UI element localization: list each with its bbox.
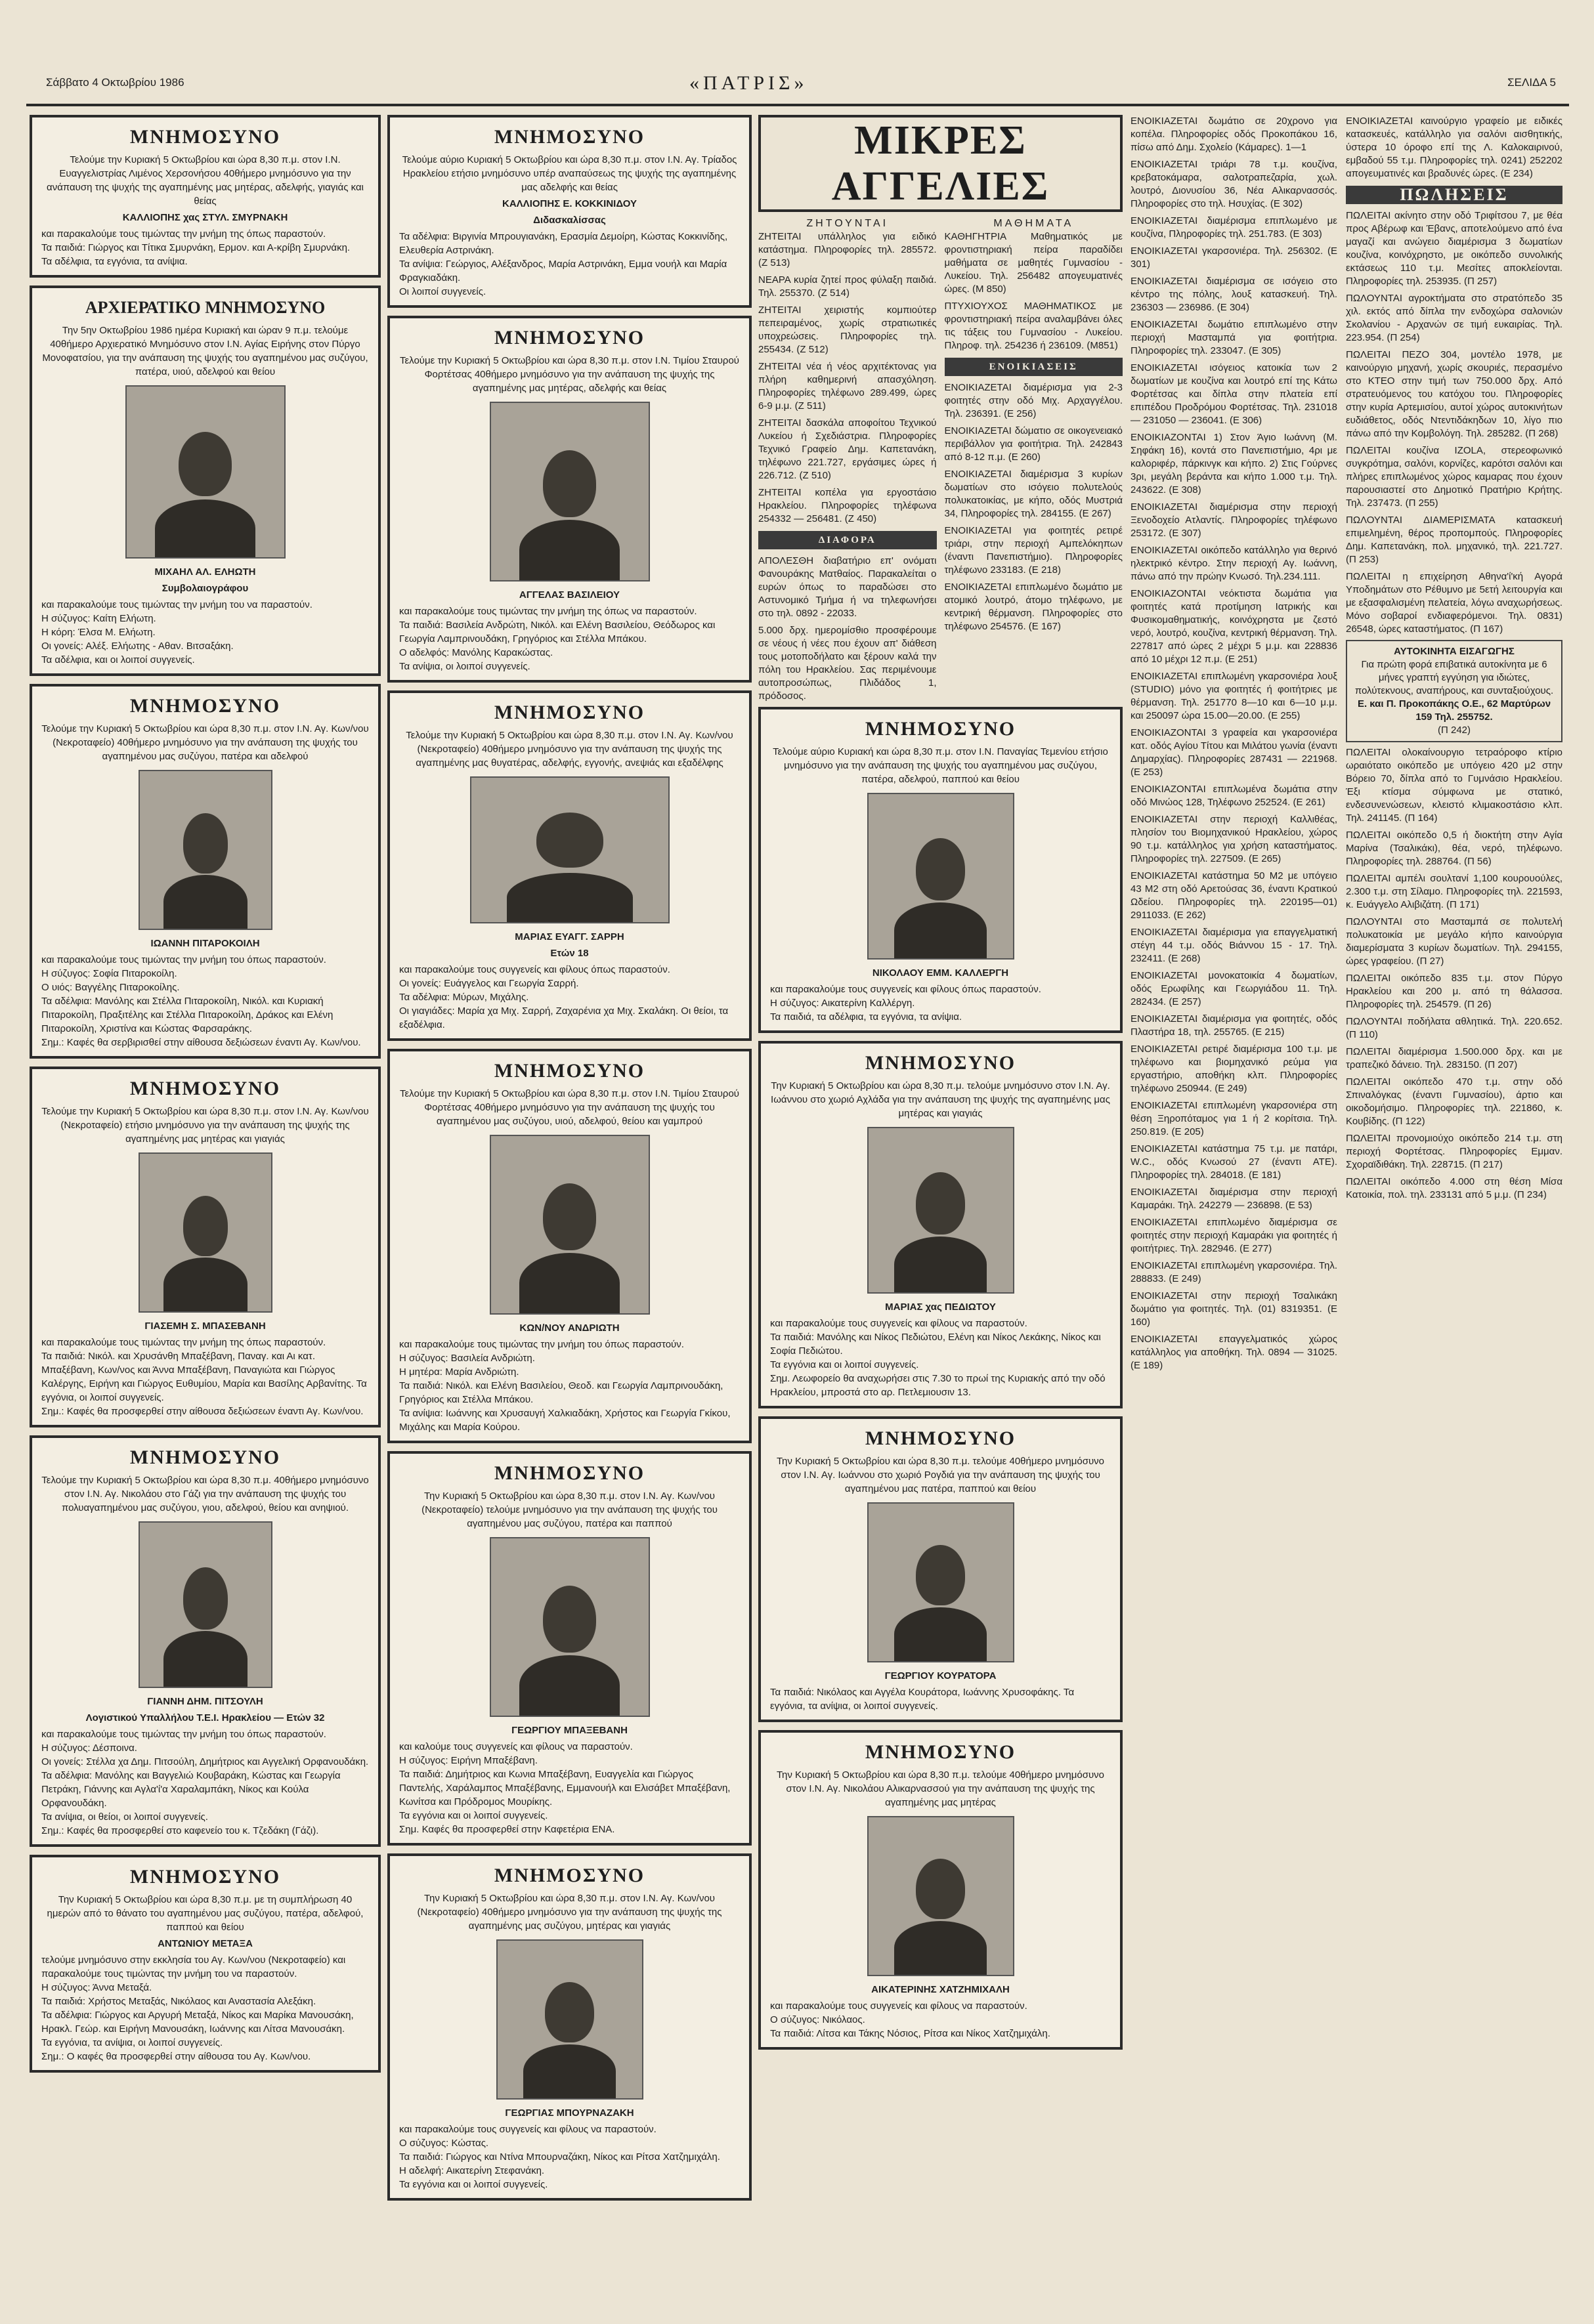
deceased-name: ΚΑΛΛΙΟΠΗΣ Ε. ΚΟΚΚΙΝΙΔΟΥ xyxy=(502,198,637,209)
portrait-photo xyxy=(139,1152,272,1313)
deceased-name: ΓΙΑΝΝΗ ΔΗΜ. ΠΙΤΣΟΥΛΗ xyxy=(147,1696,263,1707)
memorial-intro: Τελούμε την Κυριακή 5 Οκτωβρίου και ώρα 8,30 π.μ. στον Ι.Ν. Αγ. Κων/νου (Νεκροταφείο) ετήσιο μνημόσυνο για την ανάπαυση της ψυχής της αγαπημένης μας μητέρας και γιαγιάς xyxy=(41,1106,369,1145)
deceased-name: ΜΑΡΙΑΣ ΕΥΑΓΓ. ΣΑΡΡΗ xyxy=(515,931,624,942)
rental-ad: ΕΝΟΙΚΙΑΖΕΤΑΙ επιπλωμένη γκαρσονιέρα λουξ (STUDIO) μόνο για φοιτητές ή φοιτήτριες με θέρμανση. Τηλ. 251770 8—10 και 6—10 μ.μ. και 250097 ώρα 15.00—20.00. (Ε 255) xyxy=(1131,671,1337,721)
memorial-intro: Τελούμε αύριο Κυριακή και ώρα 8,30 π.μ. στον Ι.Ν. Παναγίας Τεμενίου ετήσιο μνημόσυνο για την ανάπαυση της ψυχής του αγαπημένου μας συζύγου, πατέρα, αδελφού, παππού και θείου xyxy=(773,746,1108,785)
memorial-line: Η σύζυγος: Βασιλεία Ανδριώτη. xyxy=(399,1353,535,1364)
rental-ad: ΕΝΟΙΚΙΑΖΕΤΑΙ διαμέρισμα επιπλωμένο με κουζίνα, Πληροφορίες τηλ. 251.783. (Ε 303) xyxy=(1131,215,1337,240)
sale-ad: ΠΩΛΕΙΤΑΙ οικόπεδο 4.000 στη θέση Μίσα Κατοικία, πολ. τηλ. 233131 από 5 μ.μ. (Π 234) xyxy=(1346,1176,1562,1200)
column-4-rentals xyxy=(1131,115,1337,2300)
portrait-head xyxy=(916,838,965,900)
deceased-name: ΓΕΩΡΓΙΑΣ ΜΠΟΥΡΝΑΖΑΚΗ xyxy=(505,2107,634,2119)
portrait-shoulders xyxy=(519,1655,620,1716)
deceased-title: Λογιστικού Υπαλλήλου Τ.Ε.Ι. Ηρακλείου — Ετών 32 xyxy=(85,1712,325,1723)
memorial-title: ΜΝΗΜΟΣΥΝΟ xyxy=(494,327,645,349)
memorial-title: ΜΝΗΜΟΣΥΝΟ xyxy=(865,718,1016,740)
column-5-top xyxy=(1346,115,1562,180)
deceased-name: ΓΙΑΣΕΜΗ Σ. ΜΠΑΣΕΒΑΝΗ xyxy=(144,1320,266,1332)
memorial-line: και παρακαλούμε τους τιμώντας την μνήμη του όπως παραστούν. xyxy=(399,1339,684,1350)
lesson-ad: ΠΤΥΧΙΟΥΧΟΣ ΜΑΘΗΜΑΤΙΚΟΣ με φροντιστηριακή πείρα αναλαμβάνει όλες τις τάξεις του Γυμνασίου - Λυκείου. Πληροφ. τηλ. 254236 ή 236109. (Μ851) xyxy=(944,301,1123,351)
rental-ad: ΕΝΟΙΚΙΑΖΕΤΑΙ διαμέρισμα 3 κυρίων δωματίων στο ισόγειο πολυτελούς πολυκατοικίας, με κήπο, οδός Μυστριά 34, Πληροφορίες τηλ. 284155. (Ε 267) xyxy=(944,469,1123,519)
portrait-photo xyxy=(125,385,286,559)
imported-cars-box xyxy=(1346,640,1562,742)
memorial-title: ΜΝΗΜΟΣΥΝΟ xyxy=(494,1865,645,1886)
rental-ad: ΕΝΟΙΚΙΑΖΕΤΑΙ διαμέρισμα για φοιτητές, οδός Πλαστήρα 18, τηλ. 255765. (Ε 215) xyxy=(1131,1013,1337,1038)
portrait-shoulders xyxy=(894,902,987,958)
memorial-line: Η μητέρα: Μαρία Ανδριώτη. xyxy=(399,1366,519,1378)
rentals-banner: ΕΝΟΙΚΙΑΣΕΙΣ xyxy=(945,358,1123,376)
memorial-notice xyxy=(758,1041,1123,1408)
memorial-line: Η σύζυγος: Ειρήνη Μπαξέβανη. xyxy=(399,1755,538,1766)
rental-ad: ΕΝΟΙΚΙΑΖΟΝΤΑΙ επιπλωμένα δωμάτια στην οδό Μινώος 128, Τηλέφωνο 252524. (Ε 261) xyxy=(1131,784,1337,808)
portrait-shoulders xyxy=(163,875,248,929)
memorial-line: Τα αδέλφια: Βιργινία Μπρουγιανάκη, Ερασμία Δεμοίρη, Κώστας Κοκκινίδης, Ελευθερία Αστρινάκη. xyxy=(399,231,728,256)
sale-ad: ΠΩΛΕΙΤΑΙ κουζίνα IZOLA, στερεοφωνικό συγκρότημα, σαλόνι, κορνίζες, καρότσι σαλόνι και πλήρες επιπλωμένος χώρος καμαρας που έχουν παρουσιαστεί στο Δημοτικό Πρατήριο Κρήτης. Τηλ. 237473. (Π 255) xyxy=(1346,445,1562,509)
portrait-head xyxy=(545,1982,594,2042)
page-number: ΣΕΛΙΔΑ 5 xyxy=(1507,76,1556,89)
rental-ad: ΕΝΟΙΚΙΑΖΕΤΑΙ διαμέρισμα στην περιοχή Ξενοδοχείο Ατλαντίς. Πληροφορίες τηλέφωνο 253172. (Ε 307) xyxy=(1131,501,1337,539)
deceased-title: Διδασκαλίσσας xyxy=(533,215,606,226)
deceased-title: Συμβολαιογράφου xyxy=(162,583,249,594)
sale-ad: ΠΩΛΕΙΤΑΙ προνομιούχο οικόπεδο 214 τ.μ. στη περιοχή Φορτέτσας. Πληροφορίες Εμμαν. Σχοραϊδιθάκη. Τηλ. 228715. (Π 217) xyxy=(1346,1133,1562,1170)
memorial-notice xyxy=(30,1855,381,2073)
memorial-line: Οι γονείς: Αλέξ. Ελήωτης - Αθαν. Βιτσαξάκη. xyxy=(41,641,234,652)
memorial-intro: Την Κυριακή 5 Οκτωβρίου και ώρα 8,30 π.μ. τελούμε μνημόσυνο στον Ι.Ν. Αγ. Ιωάννου στο χωριό Αχλάδα για την ανάπαυση της ψυχής της αγαπημένης μας μητέρας και γιαγιάς xyxy=(771,1080,1110,1119)
memorial-line: Τα εγγόνια και οι λοιποί συγγενείς. xyxy=(399,1810,548,1821)
lessons-heading: ΜΑΘΗΜΑΤΑ xyxy=(993,218,1074,229)
memorial-line: Ο υιός: Βαγγέλης Πιταροκοίλης. xyxy=(41,982,180,993)
memorial-intro: Τελούμε την Κυριακή 5 Οκτωβρίου και ώρα 8,30 π.μ. στον Ι.Ν. Ευαγγελιστρίας Λιμένος Χερσονήσου 40θήμερο μνημόσυνο για την ανάπαυση της ψυχής της αγαπημένης μας μητέρας, αδελφής, γιαγιάς και θείας xyxy=(47,154,364,207)
issue-date: Σάββατο 4 Οκτωβρίου 1986 xyxy=(46,76,184,89)
memorial-title: ΜΝΗΜΟΣΥΝΟ xyxy=(494,1462,645,1484)
memorial-line: και παρακαλούμε τους τιμώντας την μνήμη της όπως παραστούν. xyxy=(41,228,326,240)
sale-ad: ΠΩΛΕΙΤΑΙ αμπέλι σουλτανί 1,100 κουρουούλες, 2.300 τ.μ. στη Σίλαμο. Πληροφορίες τηλ. 221593, κ. Ευάγγελο Αλιβιζάτη. (Π 171) xyxy=(1346,873,1562,910)
header-rule xyxy=(26,104,1569,106)
memorial-line: Τα αδέλφια: Μανόλης και Βαγγελιώ Κουβαράκη, Κώστας και Γεωργία Πετράκη, Γιάννης και Αγλα'ί'α Χαραλαμπάκη, Νίκος και Κούλα Ορφανουδάκη. xyxy=(41,1770,341,1809)
memorial-line: Η σύζυγος: Σοφία Πιταροκοίλη. xyxy=(41,968,177,979)
memorial-line: και παρακαλούμε τους συγγενείς και φίλους όπως παραστούν. xyxy=(770,984,1041,995)
rental-ad: ΕΝΟΙΚΙΑΖΕΤΑΙ κατάστημα 50 Μ2 με υπόγειο 43 Μ2 στη οδό Αρετούσας 36, έναντι Κρατικού Ωδείου. Πληροφορίες τηλ. 220195—01) 2911033. (Ε 262) xyxy=(1131,870,1337,921)
memorial-line: Τα παιδιά: Βασιλεία Ανδρώτη, Νικόλ. και Ελένη Βασιλείου, Θεόδωρος και Γεωργία Λαμπρινουδάκη, Γρηγόριος και Στέλλα Μπάκου. xyxy=(399,620,716,644)
column-2 xyxy=(387,115,752,2300)
rental-ad: ΕΝΟΙΚΙΑΖΕΤΑΙ ισόγειος κατοικία των 2 δωματίων με κουζίνα και λουτρό επί της Κάτω Φορτέτσας και δίπλα στην πλατεία επί επιπέδου Προδρόμου Φορτέτσας. Τηλ. 231018 — 231050 — 236041. (Ε 306) xyxy=(1131,362,1337,426)
rental-ad: ΕΝΟΙΚΙΑΖΕΤΑΙ διαμέρισμα σε ισόγειο στο κέντρο της πόλης, λουξ κατασκευή. Τηλ. 236303 — 236986. (Ε 304) xyxy=(1131,276,1337,313)
rental-ad: ΕΝΟΙΚΙΑΖΕΤΑΙ επιπλωμένο δωμάτιο με ατομικό λουτρό, άτομο τηλέφωνο, με κεντρική θέρμανση. Πληροφορίες στο τηλέφωνο 254576. (Ε 167) xyxy=(944,581,1123,632)
memorial-line: και παρακαλούμε τους συγγενείς και φίλους να παραστούν. xyxy=(770,1318,1027,1329)
memorial-notice xyxy=(30,1435,381,1847)
portrait-shoulders xyxy=(894,1236,987,1292)
memorial-line: Οι λοιποί συγγενείς. xyxy=(399,286,486,297)
rental-ad: ΕΝΟΙΚΙΑΖΕΤΑΙ επιπλωμένη γκαρσονιέρα στη θέση Ξηροπόταμος για 1 ή 2 κορίτσια. Τηλ. 250.819. (Ε 205) xyxy=(1131,1100,1337,1137)
memorial-line: Τα εγγόνια και οι λοιποί συγγενείς. xyxy=(770,1359,919,1370)
rental-ad: ΕΝΟΙΚΙΑΖΕΤΑΙ ρετιρέ διαμέρισμα 100 τ.μ. με τηλέφωνο και βιομηχανικό ρεύμα για εργαστήριο, αποθήκη κλπ. Πληροφορίες τηλέφωνο 250944. (Ε 249) xyxy=(1131,1044,1337,1094)
memorial-line: και παρακαλούμε τους τιμώντας την μνήμη του όπως παραστούν. xyxy=(41,954,326,965)
memorial-line: Σημ.: Καφές θα προσφερθεί στο καφενείο του κ. Τζεδάκη (Γάζι). xyxy=(41,1825,319,1836)
portrait-head xyxy=(543,450,597,518)
memorial-line: Τα παιδιά: Μανόλης και Νίκος Πεδιώτου, Ελένη και Νίκος Λεκάκης, Νίκος και Σοφία Πεδιώτου. xyxy=(770,1332,1101,1357)
deceased-name: ΚΩΝ/ΝΟΥ ΑΝΔΡΙΩΤΗ xyxy=(519,1322,620,1334)
memorial-line: Η κόρη: Έλσα Μ. Ελήωτη. xyxy=(41,627,156,638)
rental-ad: ΕΝΟΙΚΙΑΖΕΤΑΙ κατάστημα 75 τ.μ. με πατάρι, W.C., οδός Κνωσού 27 (έναντι ΑΤΕ). Πληροφορίες τηλ. 284018. (Ε 181) xyxy=(1131,1143,1337,1181)
column-3-memorials xyxy=(758,707,1123,2050)
wanted-heading: ΖΗΤΟΥΝΤΑΙ xyxy=(806,218,889,229)
memorial-notice xyxy=(30,684,381,1059)
portrait-shoulders xyxy=(163,1631,248,1687)
memorial-title: ΜΝΗΜΟΣΥΝΟ xyxy=(865,1741,1016,1763)
misc-ad: 5.000 δρχ. ημερομίσθιο προσφέρουμε σε νέους ή νέες που έχουν απ' διάθεση τους μοτοποδήλατο και ξέρουν καλά την πόλη του Ηρακλείου. Σας περιμένουμε αυτοπροσώπως, Πλιδάδος 1, πρόδοσος. xyxy=(758,625,937,702)
memorial-notice xyxy=(758,1416,1123,1722)
memorial-notice xyxy=(758,707,1123,1033)
memorial-line: Τα παιδιά: Δημήτριος και Κωνια Μπαξέβανη, Ευαγγελία και Γιώργος Παντελής, Χαράλαμπος Μπαξέβανης, Εμμανουήλ και Ελισάβετ Μπαξέβανη, Κωνίτσα και Πρόδρομος Μουρίκης. xyxy=(399,1769,731,1807)
memorial-title: ΜΝΗΜΟΣΥΝΟ xyxy=(494,1060,645,1082)
wanted-section xyxy=(758,217,937,707)
memorial-notice xyxy=(387,1451,752,1846)
deceased-name: ΜΑΡΙΑΣ χας ΠΕΔΙΩΤΟΥ xyxy=(885,1301,996,1313)
memorial-title: ΜΝΗΜΟΣΥΝΟ xyxy=(494,702,645,723)
sale-ad: ΠΩΛΕΙΤΑΙ διαμέρισμα 1.500.000 δρχ. και με τραπεζικό δάνειο. Τηλ. 283150. (Π 207) xyxy=(1346,1046,1562,1070)
memorial-line: Ο αδελφός: Μανόλης Καρακώστας. xyxy=(399,647,553,658)
memorial-line: Σημ. Καφές θα προσφερθεί στην Καφετέρια ΕΝΑ. xyxy=(399,1824,615,1835)
misc-list xyxy=(758,555,937,703)
sales-list-2 xyxy=(1346,746,1562,1202)
rental-ad: ΕΝΟΙΚΙΑΖΕΤΑΙ καινούργιο γραφείο με ειδικές κατασκευές, κατάλληλο για σαλόνι αισθητικής, ύστερα 10 όροφο επί της Λ. Καλοκαιρινού, εμβαδού 55 τ.μ. Πληροφορίες τηλ. 0241) 252202 απογευματινές και βραδυνές ώρες. (Ε 234) xyxy=(1346,116,1562,179)
sale-ad: ΠΩΛΕΙΤΑΙ οικόπεδο 835 τ.μ. στον Πύργο Ηρακλείου και 200 μ. από τη θάλασσα. Πληροφορίες τηλ. 254579. (Π 26) xyxy=(1346,973,1562,1010)
memorial-notice xyxy=(30,285,381,676)
deceased-name: ΓΕΩΡΓΙΟΥ ΜΠΑΞΕΒΑΝΗ xyxy=(511,1725,628,1736)
imported-cars-contact: Ε. και Π. Προκοπάκης Ο.Ε., 62 Μαρτύρων 159 Τηλ. 255752. xyxy=(1357,698,1551,723)
portrait-photo xyxy=(496,1939,643,2100)
portrait-photo xyxy=(490,402,650,581)
memorial-intro: Την Κυριακή 5 Οκτωβρίου και ώρα 8,30 π.μ. με τη συμπλήρωση 40 ημερών από το θάνατο του αγαπημένου μας συζύγου, πατέρα, αδελφού, παππού και θείου xyxy=(47,1894,364,1933)
memorial-intro: Την Κυριακή 5 Οκτωβρίου και ώρα 8,30 π.μ. τελούμε 40θήμερο μνημόσυνο στον Ι.Ν. Αγ. Ιωάννου στο χωριό Ρογδιά για την ανάπαυση της ψυχής του αγαπημένου μας πατέρα, παππού και θείου xyxy=(776,1456,1104,1494)
memorial-intro: Τελούμε την Κυριακή 5 Οκτωβρίου και ώρα 8,30 π.μ. 40θήμερο μνημόσυνο στον Ι.Ν. Αγ. Νικολάου στο Γάζι για την ανάπαυση της ψυχής του πολυαγαπημένου μας συζύγου, γιου, αδελφού, θείου και ανηψιού. xyxy=(41,1475,369,1513)
portrait-head xyxy=(536,813,603,868)
misc-banner: ΔΙΑΦΟΡΑ xyxy=(758,531,937,549)
memorial-line: Ο σύζυγος: Νικόλαος. xyxy=(770,2014,865,2025)
memorial-line: Τα παιδιά: Νικόλ. και Ελένη Βασιλείου, Θεοδ. και Γεωργία Λαμπρινουδάκη, Γρηγόριος και Στέλλα Μπάκου. xyxy=(399,1380,723,1405)
memorial-title: ΜΝΗΜΟΣΥΝΟ xyxy=(129,126,281,148)
memorial-line: Ο σύζυγος: Κώστας. xyxy=(399,2138,489,2149)
memorial-intro: Τελούμε την Κυριακή 5 Οκτωβρίου και ώρα 8,30 π.μ. στον Ι.Ν. Τιμίου Σταυρού Φορτέτσας 40θήμερο μνημόσυνο για την ανάπαυση της ψυχής του αγαπημένου μας συζύγου, υιού, αδελφού, θείου και γαμπρού xyxy=(399,1088,739,1127)
portrait-photo xyxy=(867,1127,1014,1294)
memorial-notice xyxy=(387,316,752,683)
memorial-line: Τα παιδιά: Γιώργος και Ντίνα Μπουρναζάκη, Νίκος και Ρίτσα Χατζημιχάλη. xyxy=(399,2151,720,2163)
sale-ad: ΠΩΛΟΥΝΤΑΙ αγροκτήματα στο στρατόπεδο 35 χιλ. εκτός από δίπλα την ενδοχώρα σαλονιών Σκολανίου - Αρχανών σε τιμή ευκαιρίας. Τηλ. 223.954. (Π 254) xyxy=(1346,293,1562,343)
lesson-ad: ΚΑΘΗΓΗΤΡΙΑ Μαθηματικός με φροντιστηριακή πείρα παραδίδει μαθήματα σε μαθητές Γυμνασίου - Λυκείου. Τηλ. 256482 απογευματινές ώρες. (Μ 850) xyxy=(944,231,1123,295)
memorial-line: Τα ανίψια: Γεώργιος, Αλέξανδρος, Μαρία Αστρινάκη, Εμμα νουήλ και Μαρία Φραγκιαδάκη. xyxy=(399,259,727,284)
memorial-intro: Τελούμε την Κυριακή 5 Οκτωβρίου και ώρα 8,30 π.μ. στον Ι.Ν. Τιμίου Σταυρού Φορτέτσας 40θήμερο μνημόσυνο για την ανάπαυση της ψυχής της αγαπημένης μας μητέρας, αδελφής και θείας xyxy=(399,355,739,394)
rental-ad: ΕΝΟΙΚΙΑΖΕΤΑΙ γκαρσονιέρα. Τηλ. 256302. (Ε 301) xyxy=(1131,245,1337,270)
sale-ad: ΠΩΛΕΙΤΑΙ ΠΕΖΟ 304, μοντέλο 1978, με καινούργιο μηχανή, χωρίς σκουριές, περασμένο στο ΚΤΕΟ στην τιμή των 750.000 δρχ. Από στρατευόμενος του κατόχου του. Πληροφορίες στην κυρία Αρτεμισίου, αυτοί χώρος αυτοκινήτων ευδιάθετος, οδός Ντεντιδάκηδων 10, λίγο πιο πάνω από την Κομβολόγη. Τηλ. 285282. (Π 268) xyxy=(1346,349,1562,439)
memorial-intro: Τελούμε αύριο Κυριακή 5 Οκτωβρίου και ώρα 8,30 π.μ. στον Ι.Ν. Αγ. Τρίαδος Ηρακλείου ετήσιο μνημόσυνο υπέρ αναπαύσεως της ψυχής της αγαπημένης μας αδελφής και θείας xyxy=(402,154,737,193)
memorial-line: Τα ανίψια: Ιωάννης και Χρυσαυγή Χαλκιαδάκη, Χρήστος και Γεωργία Γκίκου, Μιχάλης και Μαρία Κούρου. xyxy=(399,1408,731,1433)
memorial-notice xyxy=(387,1049,752,1443)
column-5 xyxy=(1346,115,1562,2300)
memorial-line: και παρακαλούμε τους συγγενείς και φίλους να παραστούν. xyxy=(399,2124,657,2135)
deceased-name: ΚΑΛΛΙΟΠΗΣ χας ΣΤΥΛ. ΣΜΥΡΝΑΚΗ xyxy=(122,212,288,223)
memorial-line: Σημ. Λεωφορείο θα αναχωρήσει στις 7.30 το πρωί της Κυριακής από την οδό Ηρακλείου, μπροστά στο αρ. Πετλεμιουσιν 13. xyxy=(770,1373,1106,1398)
memorial-line: Οι γονείς: Στέλλα χα Δημ. Πιτσούλη, Δημήτριος και Αγγελική Ορφανουδάκη. xyxy=(41,1756,369,1767)
memorial-title: ΜΝΗΜΟΣΥΝΟ xyxy=(129,1078,281,1099)
memorial-line: Τα αδέλφια, και οι λοιποί συγγενείς. xyxy=(41,654,195,666)
deceased-title: Ετών 18 xyxy=(550,948,589,959)
memorial-title: ΜΝΗΜΟΣΥΝΟ xyxy=(129,1866,281,1888)
sale-ad: ΠΩΛΕΙΤΑΙ η επιχείρηση Αθηνα'ί'κή Αγορά Υποδημάτων στο Ρέθυμνο με 5ετή λειτουργία και με εξασφαλισμένη πελατεία, λόγω αναχωρήσεως. Μόνο σοβαροί ενδιαφερόμενοι. Τηλ. 0831) 26548, ώρες καταστήματος. (Π 167) xyxy=(1346,571,1562,635)
sale-ad: ΠΩΛΕΙΤΑΙ οικόπεδο 470 τ.μ. στην οδό Σπιναλόγκας (έναντι Γυμνασίου), άρτιο και οικοδομήσιμο. Πληροφορίες τηλ. 221860, κ. Κουβίδης. (Π 122) xyxy=(1346,1076,1562,1127)
memorial-notice xyxy=(30,1067,381,1427)
portrait-head xyxy=(183,1567,228,1630)
portrait-photo xyxy=(867,793,1014,960)
portrait-photo xyxy=(867,1502,1014,1662)
lessons-list xyxy=(945,230,1123,352)
memorial-line: Τα αδέλφια, τα εγγόνια, τα ανίψια. xyxy=(41,256,188,267)
memorial-line: τελούμε μνημόσυνο στην εκκλησία του Αγ. Κων/νου (Νεκροταφείο) και παρακαλούμε τους τιμώντας την μνήμη του να παραστούν. xyxy=(41,1954,346,1979)
sale-ad: ΠΩΛΕΙΤΑΙ οικόπεδο 0,5 ή διοκτήτη στην Αγία Μαρίνα (Τσαλικάκι), θέα, νερό, τηλέφωνο. Πληροφορίες τηλ. 288764. (Π 56) xyxy=(1346,830,1562,867)
rental-ad: ΕΝΟΙΚΙΑΖΕΤΑΙ οικόπεδο κατάλληλο για θερινό ηλεκτρικό κέντρο. Στην περιοχή Αγ. Ιωάννη, πάνω από την πρώην Κνωσό. Τηλ.234.111. xyxy=(1131,545,1337,582)
portrait-head xyxy=(543,1183,597,1251)
memorial-line: και παρακαλούμε τους συγγενείς και φίλους να παραστούν. xyxy=(770,2000,1027,2012)
memorial-line: και καλούμε τους συγγενείς και φίλους να παραστούν. xyxy=(399,1741,633,1752)
memorial-title: ΜΝΗΜΟΣΥΝΟ xyxy=(129,695,281,717)
memorial-line: Σημ.: Ο καφές θα προσφερθεί στην αίθουσα του Αγ. Κων/νου. xyxy=(41,2051,311,2062)
portrait-head xyxy=(916,1545,965,1605)
rental-ad: ΕΝΟΙΚΙΑΖΕΤΑΙ στην περιοχή Τσαλικάκη δωμάτιο για φοιτητές. Τηλ. (01) 8319351. (Ε 160) xyxy=(1131,1290,1337,1328)
memorial-notice xyxy=(387,115,752,308)
wanted-ad: ΖΗΤΕΙΤΑΙ υπάλληλος για ειδικό κατάστημα. Πληροφορίες τηλ. 285572. (Ζ 513) xyxy=(758,231,937,268)
portrait-head xyxy=(543,1586,597,1653)
memorial-line: Τα παιδιά: Νικόλαος και Αγγέλα Κουράτορα, Ιωάννης Χρυσοφάκης. Τα εγγόνια, τα ανίψια, οι λοιποί συγγενείς. xyxy=(770,1687,1075,1712)
memorial-line: και παρακαλούμε τους συγγενείς και φίλους όπως παραστούν. xyxy=(399,964,670,975)
memorial-line: Η σύζυγος: Καίτη Ελήωτη. xyxy=(41,613,156,624)
rental-ad: ΕΝΟΙΚΙΑΖΕΤΑΙ διαμέρισμα για επαγγελματική στέγη 44 τ.μ. οδός Βιάννου 15 - 17. Τηλ. 232411. (Ε 268) xyxy=(1131,927,1337,964)
memorial-line: Τα εγγόνια, τα ανίψια, οι λοιποί συγγενείς. xyxy=(41,2037,223,2048)
portrait-shoulders xyxy=(163,1257,248,1311)
rental-ad: ΕΝΟΙΚΙΑΖΕΤΑΙ δωμάτιο σε 20χρονο για κοπέλα. Πληροφορίες οδός Προκοπάκου 16, πίσω από Δημ. Σχολείο (Κάμαρες). 1—1 xyxy=(1131,116,1337,153)
wanted-ad: ΖΗΤΕΙΤΑΙ κοπέλα για εργοστάσιο Ηρακλείου. Πληροφορίες τηλέφωνα 254332 — 256481. (Ζ 450) xyxy=(758,487,937,524)
sales-list xyxy=(1346,209,1562,636)
memorial-line: και παρακαλούμε τους τιμώντας την μνήμη της όπως παραστούν. xyxy=(41,1337,326,1348)
wanted-ad: ΖΗΤΕΙΤΑΙ χειριστής κομπιούτερ πεπειραμένος, χωρίς στρατιωτικές υποχρεώσεις. Πληροφορίες τηλ. 255434. (Ζ 512) xyxy=(758,305,937,355)
rental-ad: ΕΝΟΙΚΙΑΖΕΤΑΙ μονοκατοικία 4 δωματίων, οδός Ερωφίλης και Γεωργιάδου 11. Τηλ. 282434. (Ε 257) xyxy=(1131,970,1337,1007)
wanted-ad: ΖΗΤΕΙΤΑΙ νέα ή νέος αρχιτέκτονας για πλήρη καθημερινή απασχόληση. Πληροφορίες τηλέφωνο 289.499, ώρες 6-9 μ.μ. (Ζ 511) xyxy=(758,361,937,412)
memorial-line: Τα ανίψια, οι θείοι, οι λοιποί συγγενείς. xyxy=(41,1811,208,1823)
sale-ad: ΠΩΛΕΙΤΑΙ ολοκαίνουργιο τετραόροφο κτίριο ωραιότατο οικόπεδο με υπόγειο 420 μ2 στην Βόρειο 70, δίπλα από το Γυμνάσιο Ηρακλείου. Έξι κτίσμα σύμφωνα με στατικό, ενδεσυνενώσεων, κλειστό κλιμακοστάσιο κλπ. Τηλ. 241145. (Π 164) xyxy=(1346,747,1562,824)
memorial-title: ΑΡΧΙΕΡΑΤΙΚΟ ΜΝΗΜΟΣΥΝΟ xyxy=(85,298,326,317)
portrait-photo xyxy=(139,1521,272,1688)
sale-ad: ΠΩΛΟΥΝΤΑΙ ποδήλατα αθλητικά. Τηλ. 220.652. (Π 110) xyxy=(1346,1016,1562,1040)
misc-ad: ΑΠΟΛΕΣΘΗ διαβατήριο επ' ονόματι Φανουράκης Ματθαίος. Παρακαλείται ο ευρών όπως το παραδώσει στο Αστυνομικό Τμήμα ή να τηλεφωνήσει στο τηλ. 0892 - 22033. xyxy=(758,555,937,619)
deceased-name: ΓΕΩΡΓΙΟΥ ΚΟΥΡΑΤΟΡΑ xyxy=(884,1670,997,1681)
portrait-shoulders xyxy=(155,499,256,557)
portrait-shoulders xyxy=(523,2044,616,2098)
deceased-name: ΑΙΚΑΤΕΡΙΝΗΣ ΧΑΤΖΗΜΙΧΑΛΗ xyxy=(871,1984,1010,1995)
portrait-head xyxy=(916,1859,965,1918)
lessons-section xyxy=(945,217,1123,707)
memorial-line: Τα εγγόνια και οι λοιποί συγγενείς. xyxy=(399,2179,548,2190)
memorial-line: Τα αδέλφια: Γιώργος και Αργυρή Μεταξά, Νίκος και Μαρίκα Μανουσάκη, Ηρακλ. Γεώρ. και Ειρήνη Μανουσάκη, Ιωάννης και Λίτσα Μανουσάκη. xyxy=(41,2010,354,2035)
deceased-name: ΜΙΧΑΗΛ ΑΛ. ΕΛΗΩΤΗ xyxy=(154,566,256,578)
memorial-line: και παρακαλούμε τους τιμώντας την μνήμη του όπως παραστούν. xyxy=(41,1729,326,1740)
rental-ad: ΕΝΟΙΚΙΑΖΟΝΤΑΙ νεόκτιστα δωμάτια για φοιτητές κατά προτίμηση Ιατρικής και Φυσικομαθηματικής, κοινόχρηστα με ζεστό νερό, λουτρό, κουζίνα, κεντρική θέρμανση. Τηλ. 227817 από ώρες 2 μέχρι 5 μ.μ. και 228836 από 10 μέχρι 12 π.μ. (Ε 251) xyxy=(1131,588,1337,665)
deceased-name: ΝΙΚΟΛΑΟΥ ΕΜΜ. ΚΑΛΛΕΡΓΗ xyxy=(872,967,1009,979)
memorial-line: και παρακαλούμε τους τιμώντας την μνήμη της όπως να παραστούν. xyxy=(399,606,697,617)
memorial-title: ΜΝΗΜΟΣΥΝΟ xyxy=(865,1052,1016,1074)
imported-cars-text: Για πρώτη φορά επιβατικά αυτοκίνητα με 6 μήνες γραπτή εγγύηση για ιδιώτες, πολύτεκνους, αναπήρους, και συνταξιούχους. xyxy=(1354,659,1554,696)
newspaper-name: «ΠΑΤΡΙΣ» xyxy=(689,72,808,94)
memorial-notice xyxy=(30,115,381,278)
rental-ad: ΕΝΟΙΚΙΑΖΕΤΑΙ τριάρι 78 τ.μ. κουζίνα, κρεβατοκάμαρα, σαλοτραπεζαρία, χωλ. λουτρό, Διονυσίου 36, Νέα Αλικαρνασσός. Πληροφορίες στο τηλ. Ησυχίας. (Ε 302) xyxy=(1131,159,1337,209)
rentals-list xyxy=(945,381,1123,633)
memorial-notice xyxy=(387,690,752,1041)
memorial-line: Οι γονείς: Ευάγγελος και Γεωργία Σαρρή. xyxy=(399,978,579,989)
column-1 xyxy=(30,115,381,2300)
memorial-line: Η αδελφή: Αικατερίνη Στεφανάκη. xyxy=(399,2165,545,2176)
wanted-list xyxy=(758,230,937,526)
rental-ad: ΕΝΟΙΚΙΑΖΟΝΤΑΙ 3 γραφεία και γκαρσονιέρα κατ. οδός Αγίου Τίτου και Μιλάτου γωνία (έναντι Δημαρχίας). Πληροφορίες 287431 — 221968. (Ε 253) xyxy=(1131,727,1337,778)
rental-ad: ΕΝΟΙΚΙΑΖΕΤΑΙ δωμάτιο επιπλωμένο στην περιοχή Μασταμπά για φοιτήτρια. Πληροφορίες τηλ. 233047. (Ε 305) xyxy=(1131,319,1337,356)
deceased-name: ΙΩΑΝΝΗ ΠΙΤΑΡΟΚΟΙΛΗ xyxy=(150,938,260,949)
memorial-line: Τα ανίψια, οι λοιποί συγγενείς. xyxy=(399,661,530,672)
memorial-intro: Τελούμε την Κυριακή 5 Οκτωβρίου και ώρα 8,30 π.μ. στον Ι.Ν. Αγ. Κων/νου (Νεκροταφείο) 40θήμερο μνημόσυνο για την ανάπαυση της ψυχής του αγαπημένου μας συζύγου, πατέρα και αδελφού xyxy=(41,723,369,762)
memorial-intro: Την Κυριακή 5 Οκτωβρίου και ώρα 8,30 π.μ. τελούμε 40θήμερο μνημόσυνο στον Ι.Ν. Αγ. Νικολάου Αλικαρνασσού για την ανάπαυση της ψυχής της αγαπημένης μας μητέρας xyxy=(776,1769,1104,1808)
memorial-line: Τα παιδιά, τα αδέλφια, τα εγγόνια, τα ανίψια. xyxy=(770,1011,962,1023)
memorial-line: Σημ.: Καφές θα προσφερθεί στην αίθουσα δεξιώσεων έναντι Αγ. Κων/νου. xyxy=(41,1406,364,1417)
memorial-line: Τα παιδιά: Χρήστος Μεταξάς, Νικόλαος και Αναστασία Αλεξάκη. xyxy=(41,1996,316,2007)
memorial-intro: Την Κυριακή 5 Οκτωβρίου και ώρα 8,30 π.μ. στον Ι.Ν. Αγ. Κων/νου (Νεκροταφείο) 40θήμερο μνημόσυνο για την ανάπαυση της ψυχής της αγαπημένης μας συζύγου, μητέρας και γιαγιάς xyxy=(417,1893,722,1932)
memorial-line: Τα παιδιά: Γιώργος και Τίτικα Σμυρνάκη, Ερμον. και Α-κρίβη Σμυρνάκη. xyxy=(41,242,351,253)
classifieds-top xyxy=(758,217,1123,707)
memorial-intro: Την 5ην Οκτωβρίου 1986 ημέρα Κυριακή και ώραν 9 π.μ. τελούμε 40θήμερο Αρχιερατικό Μνημόσυνο στον Ι.Ν. Αγίας Ειρήνης στον Πύργο Μονοφατσίου, για την ανάπαυση της ψυχής του αγαπημένου μας συζύγου, πατέρα, υιού, αδελφού και θείου xyxy=(42,325,368,377)
rental-ad: ΕΝΟΙΚΙΑΖΕΤΑΙ επιπλωμένη γκαρσονιέρα. Τηλ. 288833. (Ε 249) xyxy=(1131,1260,1337,1284)
memorial-intro: Την Κυριακή 5 Οκτωβρίου και ώρα 8,30 π.μ. στον Ι.Ν. Αγ. Κων/νου (Νεκροταφείο) τελούμε μνημόσυνο για την ανάπαυση της ψυχής του αγαπημένου μας συζύγου, πατέρα και παππού xyxy=(421,1490,718,1529)
portrait-photo xyxy=(139,770,272,930)
portrait-head xyxy=(916,1172,965,1235)
deceased-name: ΑΓΓΕΛΑΣ ΒΑΣΙΛΕΙΟΥ xyxy=(519,589,620,601)
memorial-line: Σημ.: Καφές θα σερβιρισθεί στην αίθουσα δεξιώσεων έναντι Αγ. Κων/νου. xyxy=(41,1037,361,1048)
rental-ad: ΕΝΟΙΚΙΑΖΕΤΑΙ για φοιτητές ρετιρέ τριάρι, στην περιοχή Αμπελόκηπων (έναντι Πανεπιστήμιο). Πληροφορίες τηλέφωνο 233183. (Ε 218) xyxy=(944,525,1123,576)
memorial-line: Τα αδέλφια: Μύρων, Μιχάλης. xyxy=(399,992,529,1003)
portrait-photo xyxy=(867,1816,1014,1976)
memorial-intro: Τελούμε την Κυριακή 5 Οκτωβρίου και ώρα 8,30 π.μ. στον Ι.Ν. Αγ. Κων/νου (Νεκροταφείο) 40θήμερο μνημόσυνο για την ανάπαυση της ψυχής της αγαπημένης μας θυγατέρας, αδελφής, εγγονής, ανεψιάς και εξαδέλφης xyxy=(406,730,733,769)
deceased-name: ΑΝΤΩΝΙΟΥ ΜΕΤΑΞΑ xyxy=(158,1938,253,1949)
rental-ad: ΕΝΟΙΚΙΑΖΟΝΤΑΙ 1) Στον Άγιο Ιωάννη (Μ. Σηφάκη 16), κοντά στο Πανεπιστήμιο, 4ρι με καλοριφέρ, πάρκινγκ και κήπο. 2) Στις Γούρνες 3ρι, μεγάλη βεράντα και κήπο 1.000 τ.μ. Τηλ. 243622. (Ε 308) xyxy=(1131,432,1337,496)
memorial-title: ΜΝΗΜΟΣΥΝΟ xyxy=(865,1427,1016,1449)
rental-ad: ΕΝΟΙΚΙΑΖΕΤΑΙ διαμέρισμα για 2-3 φοιτητές στην οδό Μιχ. Αρχαγγέλου. Τηλ. 236391. (Ε 256) xyxy=(944,382,1123,419)
column-3 xyxy=(758,115,1123,2300)
memorial-title: ΜΝΗΜΟΣΥΝΟ xyxy=(129,1447,281,1468)
rental-ad: ΕΝΟΙΚΙΑΖΕΤΑΙ διαμέρισμα στην περιοχή Καμαράκι. Τηλ. 242279 — 236898. (Ε 53) xyxy=(1131,1187,1337,1211)
imported-cars-title: ΑΥΤΟΚΙΝΗΤΑ ΕΙΣΑΓΩΓΗΣ xyxy=(1394,646,1515,657)
memorial-title: ΜΝΗΜΟΣΥΝΟ xyxy=(494,126,645,148)
rental-ad: ΕΝΟΙΚΙΑΖΕΤΑΙ στην περιοχή Καλλιθέας, πλησίον του Βιομηχανικού Ηρακλείου, χώρος 90 τ.μ. κατάλληλος για χρήση καταστήματος. Πληροφορίες τηλ. 227509. (Ε 265) xyxy=(1131,814,1337,864)
memorial-notice xyxy=(387,1853,752,2201)
memorial-line: Τα παιδιά: Νικόλ. και Χρυσάνθη Μπαξέβανη, Παναγ. και Αι κατ. Μπαξέβανη, Κων/νος και Άννα Μπαξέβανη, Παναγιώτα και Γιώργος Καλέργης, Ειρήνη και Γιώργος Ευθυμίου, Μαρία και Βασίλης Αρβανίτης. Τα εγγόνια, οι λοιποί συγγενείς. xyxy=(41,1351,367,1403)
portrait-shoulders xyxy=(894,1921,987,1975)
portrait-photo xyxy=(490,1537,650,1717)
masthead xyxy=(26,72,1569,98)
portrait-photo xyxy=(470,776,670,923)
wanted-ad: ΖΗΤΕΙΤΑΙ δασκάλα αποφοίτου Τεχνικού Λυκείου ή Σχεδιάστρια. Πληροφορίες Τεχνικό Γραφείο Δημ. Καπετανάκη, τηλέφωνο 221.727, εργάσιμες ώρες ή 226.712. (Ζ 510) xyxy=(758,417,937,481)
memorial-line: Τα παιδιά: Λίτσα και Τάκης Νόσιος, Ρίτσα και Νίκος Χατζημιχάλη. xyxy=(770,2028,1050,2039)
portrait-shoulders xyxy=(519,520,620,580)
memorial-line: Η σύζυγος: Αικατερίνη Καλλέργη. xyxy=(770,998,915,1009)
portrait-shoulders xyxy=(507,873,633,922)
memorial-line: Η σύζυγος: Δέσποινα. xyxy=(41,1743,137,1754)
rental-ad: ΕΝΟΙΚΙΑΖΕΤΑΙ δώματιο σε οικογενειακό περιβάλλον για φοιτήτρια. Τηλ. 242843 από 8-12 π.μ. (Ε 260) xyxy=(944,425,1123,463)
classifieds-title: ΜΙΚΡΕΣ ΑΓΓΕΛΙΕΣ xyxy=(758,115,1123,212)
memorial-line: Οι γιαγιάδες: Μαρία χα Μιχ. Σαρρή, Ζαχαρένια χα Μιχ. Σκαλάκη. Οι θείοι, τα εξαδέλφια. xyxy=(399,1005,729,1030)
sale-ad: ΠΩΛΟΥΝΤΑΙ στο Μασταμπά σε πολυτελή πολυκατοικία με μεγάλο κήπο καινούργια διαμερίσματα 3 κυρίων δωματίων. Τηλ. 294155, ώρες γραφείου. (Π 27) xyxy=(1346,916,1562,967)
rental-ad: ΕΝΟΙΚΙΑΖΕΤΑΙ επαγγελματικός χώρος κατάλληλος για αποθήκη. Τηλ. 0894 — 31025. (Ε 189) xyxy=(1131,1334,1337,1371)
sales-banner: ΠΩΛΗΣΕΙΣ xyxy=(1346,186,1562,204)
portrait-head xyxy=(183,813,228,873)
portrait-head xyxy=(183,1196,228,1256)
memorial-line: και παρακαλούμε τους τιμώντας την μνήμη του να παραστούν. xyxy=(41,599,312,610)
memorial-line: Τα αδέλφια: Μανόλης και Στέλλα Πιταροκοίλη, Νικόλ. και Κυριακή Πιταροκοίλη, Πραξιτέλης και Στέλλα Πιταροκοίλη, Δράκος και Ελένη Πιταροκοίλη, Χριστίνα και Κώστας Φαρσαράκης. xyxy=(41,996,334,1034)
portrait-shoulders xyxy=(519,1253,620,1313)
portrait-photo xyxy=(490,1135,650,1315)
imported-cars-ref: (Π 242) xyxy=(1437,725,1471,736)
sale-ad: ΠΩΛΟΥΝΤΑΙ ΔΙΑΜΕΡΙΣΜΑΤΑ κατασκευή επιμελημένη, θέρος προπομπούς. Πληροφορίες Δημ. Καπετανάκη, πολ. μηχανικό, τηλ. 221.727. (Π 253) xyxy=(1346,515,1562,565)
memorial-notice xyxy=(758,1730,1123,2050)
sale-ad: ΠΩΛΕΙΤΑΙ ακίνητο στην οδό Τριφίτσου 7, με θέα προς Αβέρωφ και Έβανς, αποτελούμενο από ένα μαγαζί και ανώγειο διαμέρισμα 3 δωματίων κουζίνα, κοινόχρηστο, με οικόπεδο συνολικής εκτάσεως 110 τ.μ. Μεσίτες αποκλείονται. Πληροφορίες τηλ. 253935. (Π 257) xyxy=(1346,210,1562,287)
wanted-ad: ΝΕΑΡΑ κυρία ζητεί προς φύλαξη παιδιά. Τηλ. 255370. (Ζ 514) xyxy=(758,274,937,299)
memorial-line: Η σύζυγος: Άννα Μεταξά. xyxy=(41,1982,152,1993)
rental-ad: ΕΝΟΙΚΙΑΖΕΤΑΙ επιπλωμένο διαμέρισμα σε φοιτητές στην περιοχή Καμαράκι για φοιτητές ή φοιτήτριες. Τηλ. 282946. (Ε 277) xyxy=(1131,1217,1337,1254)
portrait-shoulders xyxy=(894,1607,987,1661)
portrait-head xyxy=(179,432,232,497)
